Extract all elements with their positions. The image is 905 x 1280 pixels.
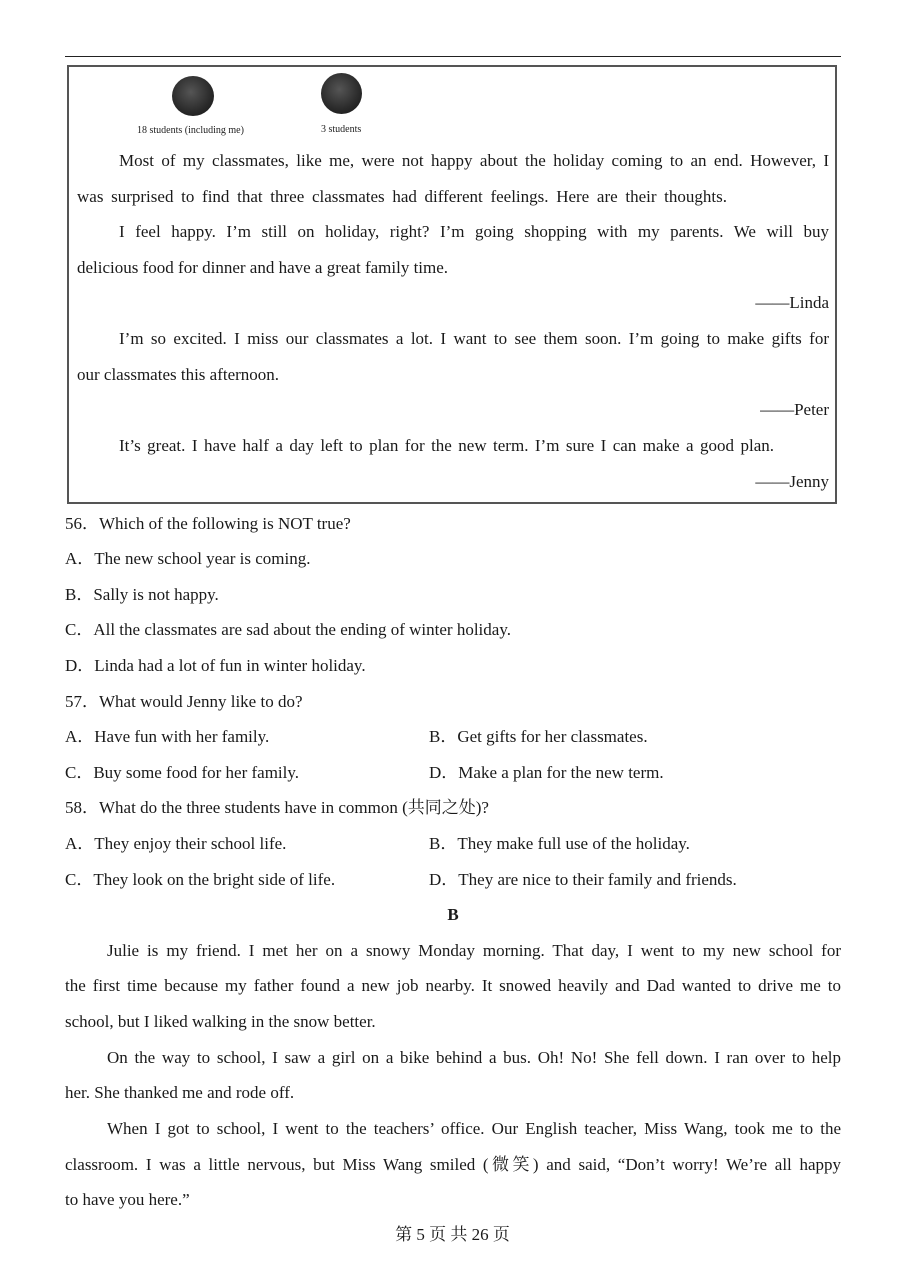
q58-option-a: A．They enjoy their school life. — [65, 834, 287, 853]
q57-option-c: C．Buy some food for her family. — [65, 763, 300, 782]
passage-a-p2-line1: I feel happy. I’m still on holiday, right? I’m going shopping with my parents. We will buy — [119, 222, 829, 241]
q57-option-b: B．Get gifts for her classmates. — [429, 727, 648, 746]
top-rule — [65, 56, 841, 57]
passage-a-p3-line2: our classmates this afternoon. — [77, 365, 280, 384]
passage-b-p3-line2: classroom. I was a little nervous, but Miss Wang smiled (微笑) and said, “Don’t worry! We’re all happy — [65, 1155, 841, 1174]
smiley-face-icon — [321, 73, 362, 114]
signature-linda: ——Linda — [755, 293, 829, 312]
passage-b-p1-line2: the first time because my father found a new job nearby. It snowed heavily and Dad wanted to drive me to — [65, 976, 841, 995]
q58-option-d: D．They are nice to their family and friends. — [429, 870, 737, 889]
q58-stem: 58．What do the three students have in common (共同之处)? — [65, 798, 489, 817]
q56-option-d: D．Linda had a lot of fun in winter holiday. — [65, 656, 366, 675]
passage-a-p4-line1: It’s great. I have half a day left to plan for the new term. I’m sure I can make a good plan. — [119, 436, 774, 455]
q58-option-b: B．They make full use of the holiday. — [429, 834, 690, 853]
passage-a-p1-line2: was surprised to find that three classmates had different feelings. Here are their thoughts. — [77, 187, 727, 206]
passage-a-p2-line2: delicious food for dinner and have a great family time. — [77, 258, 449, 277]
passage-b-p3-line3: to have you here.” — [65, 1190, 190, 1209]
smiley-face-label: 3 students — [321, 124, 362, 135]
q57-option-d: D．Make a plan for the new term. — [429, 763, 664, 782]
q57-stem: 57．What would Jenny like to do? — [65, 692, 303, 711]
sad-face-label: 18 students (including me) — [137, 125, 244, 136]
passage-a-p3-line1: I’m so excited. I miss our classmates a lot. I want to see them soon. I’m going to make gifts for — [119, 329, 829, 348]
q57-option-a: A．Have fun with her family. — [65, 727, 270, 746]
page-number: 第 5 页 共 26 页 — [395, 1225, 510, 1244]
signature-peter: ——Peter — [760, 400, 829, 419]
passage-a-p1-line1: Most of my classmates, like me, were not happy about the holiday coming to an end. However, I — [119, 151, 829, 170]
q56-option-c: C．All the classmates are sad about the ending of winter holiday. — [65, 620, 511, 639]
q56-stem: 56．Which of the following is NOT true? — [65, 514, 351, 533]
passage-b-p1-line3: school, but I liked walking in the snow better. — [65, 1012, 376, 1031]
q56-option-a: A．The new school year is coming. — [65, 549, 311, 568]
passage-b-p1-line1: Julie is my friend. I met her on a snowy Monday morning. That day, I went to my new school for — [107, 941, 841, 960]
passage-b-p3-line1: When I got to school, I went to the teachers’ office. Our English teacher, Miss Wang, took me to the — [107, 1119, 841, 1138]
q58-option-c: C．They look on the bright side of life. — [65, 870, 336, 889]
passage-b-p2-line2: her. She thanked me and rode off. — [65, 1083, 295, 1102]
passage-b-p2-line1: On the way to school, I saw a girl on a bike behind a bus. Oh! No! She fell down. I ran over to help — [107, 1048, 841, 1067]
sad-face-icon — [172, 76, 214, 116]
section-heading-b: B — [447, 905, 459, 924]
q56-option-b: B．Sally is not happy. — [65, 585, 219, 604]
signature-jenny: ——Jenny — [755, 472, 829, 491]
